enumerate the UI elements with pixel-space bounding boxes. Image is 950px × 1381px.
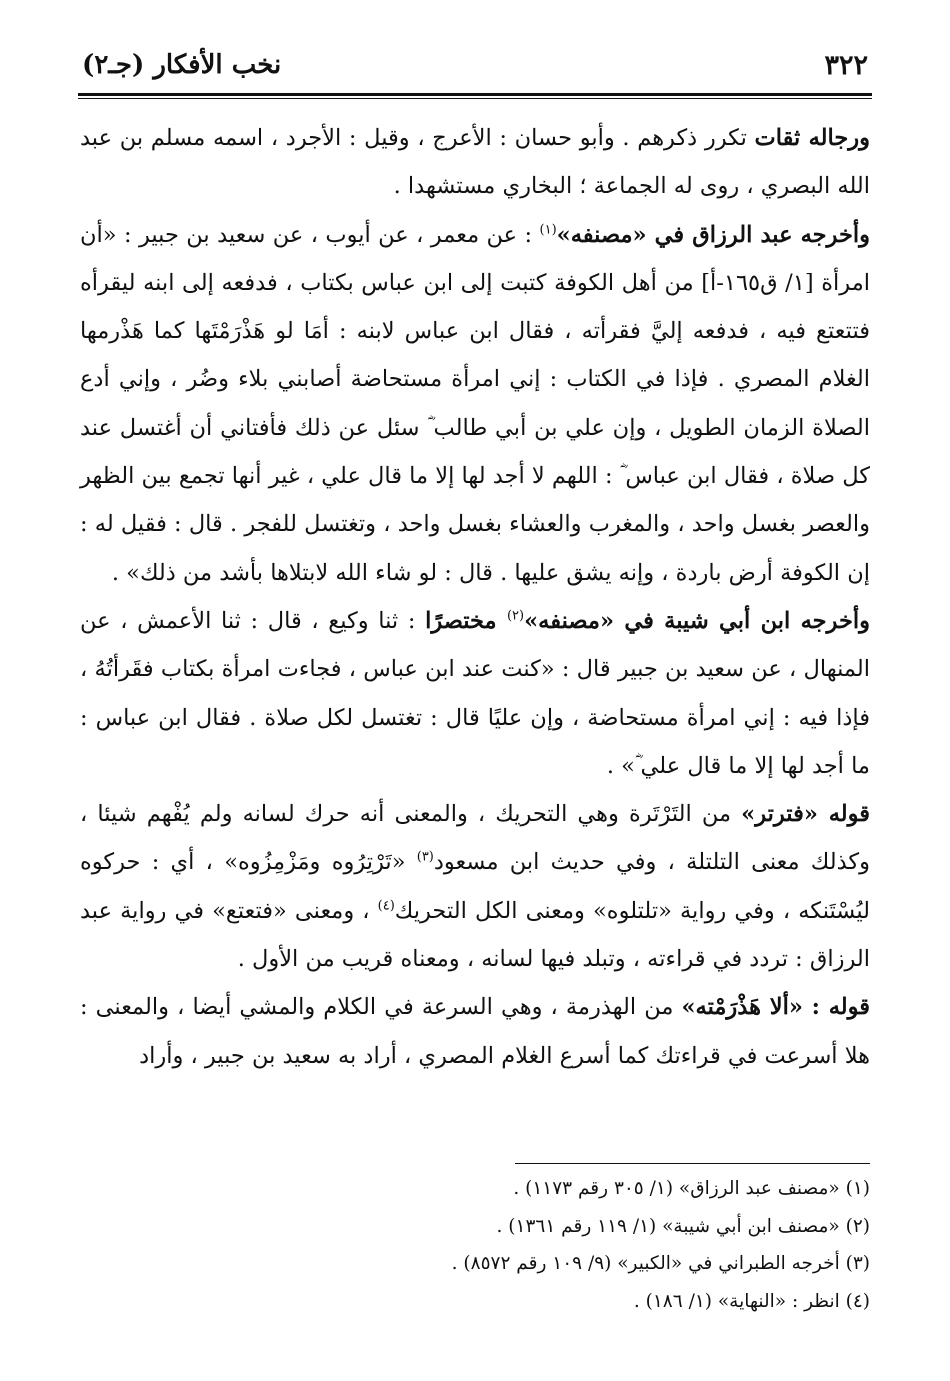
page-number: ٣٢٢ [824,50,868,81]
paragraph-fatartar [80,790,870,983]
footnote-ref: (١) [539,222,557,238]
footnotes [80,1170,870,1320]
header-rule-thin [78,98,872,99]
footnote-item: (١) «مصنف عبد الرزاق» (١/ ٣٠٥ رقم ١١٧٣) . [513,1178,870,1199]
footnote-separator [515,1163,870,1164]
paragraph-hadhramtah [80,983,870,1080]
paragraph-lead-secondary: مختصرًا [425,607,507,634]
footnote-item: (٤) انظر : «النهاية» (١/ ١٨٦) . [633,1290,870,1312]
paragraph-text: من التَرْتَرة وهي التحريك ، والمعنى أنه حرك لسانه ولم يُفْهم شيئا ، وكذلك معنى التلتلة ، وفي حديث ابن مسعود [80,801,870,876]
paragraph-abd-al-razzaq [80,211,870,597]
footnote-ref: (٣) [416,849,434,865]
paragraph-narrators [80,114,870,211]
paragraph-text: : عن معمر ، عن أيوب ، عن سعيد بن جبير : «أن امرأة [١/ ق١٦٥-أ] من أهل الكوفة كتبت إلى ابن عباس بكتاب ، فدفعه إلى ابنه ليقرأه فتتعتع فيه ، فدفعه إليَّ فقرأته ، فقال ابن عباس لابنه : أمَا لو هَذْرَمْتَها كما هَذْرمها الغلام المصري . فإذا في الكتاب : إني امرأة مستحاضة أصابني بلاء وضُر ، وإني أدع الصلاة الزمان الطويل ، وإن علي بن أبي طالب ؓ سئل عن ذلك فأفتاني أن أغتسل عند كل صلاة ، فقال ابن عباس ؓ : اللهم لا أجد لها إلا ما قال علي ، غير أنها تجمع بين الظهر والعصر بغسل واحد ، والمغرب والعشاء بغسل واحد ، وتغتسل للفجر . قال : فقيل له : إن الكوفة أرض باردة ، وإنه يشق عليها . قال : لو شاء الله لابتلاها بأشد من ذلك» . [80,221,870,586]
page-header [82,48,868,94]
paragraph-text-end: ، ومعنى «فتعتع» في رواية عبد الرزاق : تردد في قراءته ، وتبلد فيها لسانه ، ومعناه قريب من الأول . [80,897,870,973]
header-rule [78,93,872,96]
footnote-ref: (٤) [377,898,395,914]
paragraph-text: تكرر ذكرهم . وأبو حسان : الأعرج ، وقيل : الأجرد ، اسمه مسلم بن عبد الله البصري ، روى له الجماعة ؛ البخاري مستشهدا . [80,125,870,200]
paragraph-lead: وأخرجه عبد الرزاق في «مصنفه» [556,221,870,248]
paragraph-lead: قوله : «ألا هَذْرَمْته» [681,994,870,1021]
footnote-item: (٣) أخرجه الطبراني في «الكبير» (٩/ ١٠٩ رقم ٨٥٧٢) . [451,1253,870,1274]
paragraph-lead: قوله «فترتر» [741,801,870,828]
main-text [80,114,870,1080]
paragraph-lead: ورجاله ثقات [754,125,871,151]
paragraph-text-continued: «تَرْتِرُوه ومَزْمِزُوه» ، أي : حركوه ليُسْتَنكه ، وفي رواية «تلتلوه» ومعنى الكل التحريك [80,849,870,924]
paragraph-lead: وأخرجه ابن أبي شيبة في «مصنفه» [524,607,870,634]
footnote-item: (٢) «مصنف ابن أبي شيبة» (١/ ١١٩ رقم ١٣٦١) . [496,1215,870,1237]
footnote-ref: (٢) [506,608,525,624]
paragraph-text: : ثنا وكيع ، قال : ثنا الأعمش ، عن المنهال ، عن سعيد بن جبير قال : «كنت عند ابن عباس ، فجاءت امرأة بكتاب فقَرأتُهُ ، فإذا فيه : إني امرأة مستحاضة ، وإن عليًا قال : تغتسل لكل صلاة . فقال ابن عباس : ما أجد لها إلا ما قال علي ؓ» . [80,607,870,779]
paragraph-ibn-abi-shaybah [80,597,870,790]
running-title: نخب الأفكار (جـ٢) [82,50,282,80]
paragraph-text: من الهذرمة ، وهي السرعة في الكلام والمشي أيضا ، والمعنى : هلا أسرعت في قراءتك كما أسرع الغلام المصري ، أراد به سعيد بن جبير ، وأراد [80,994,870,1069]
